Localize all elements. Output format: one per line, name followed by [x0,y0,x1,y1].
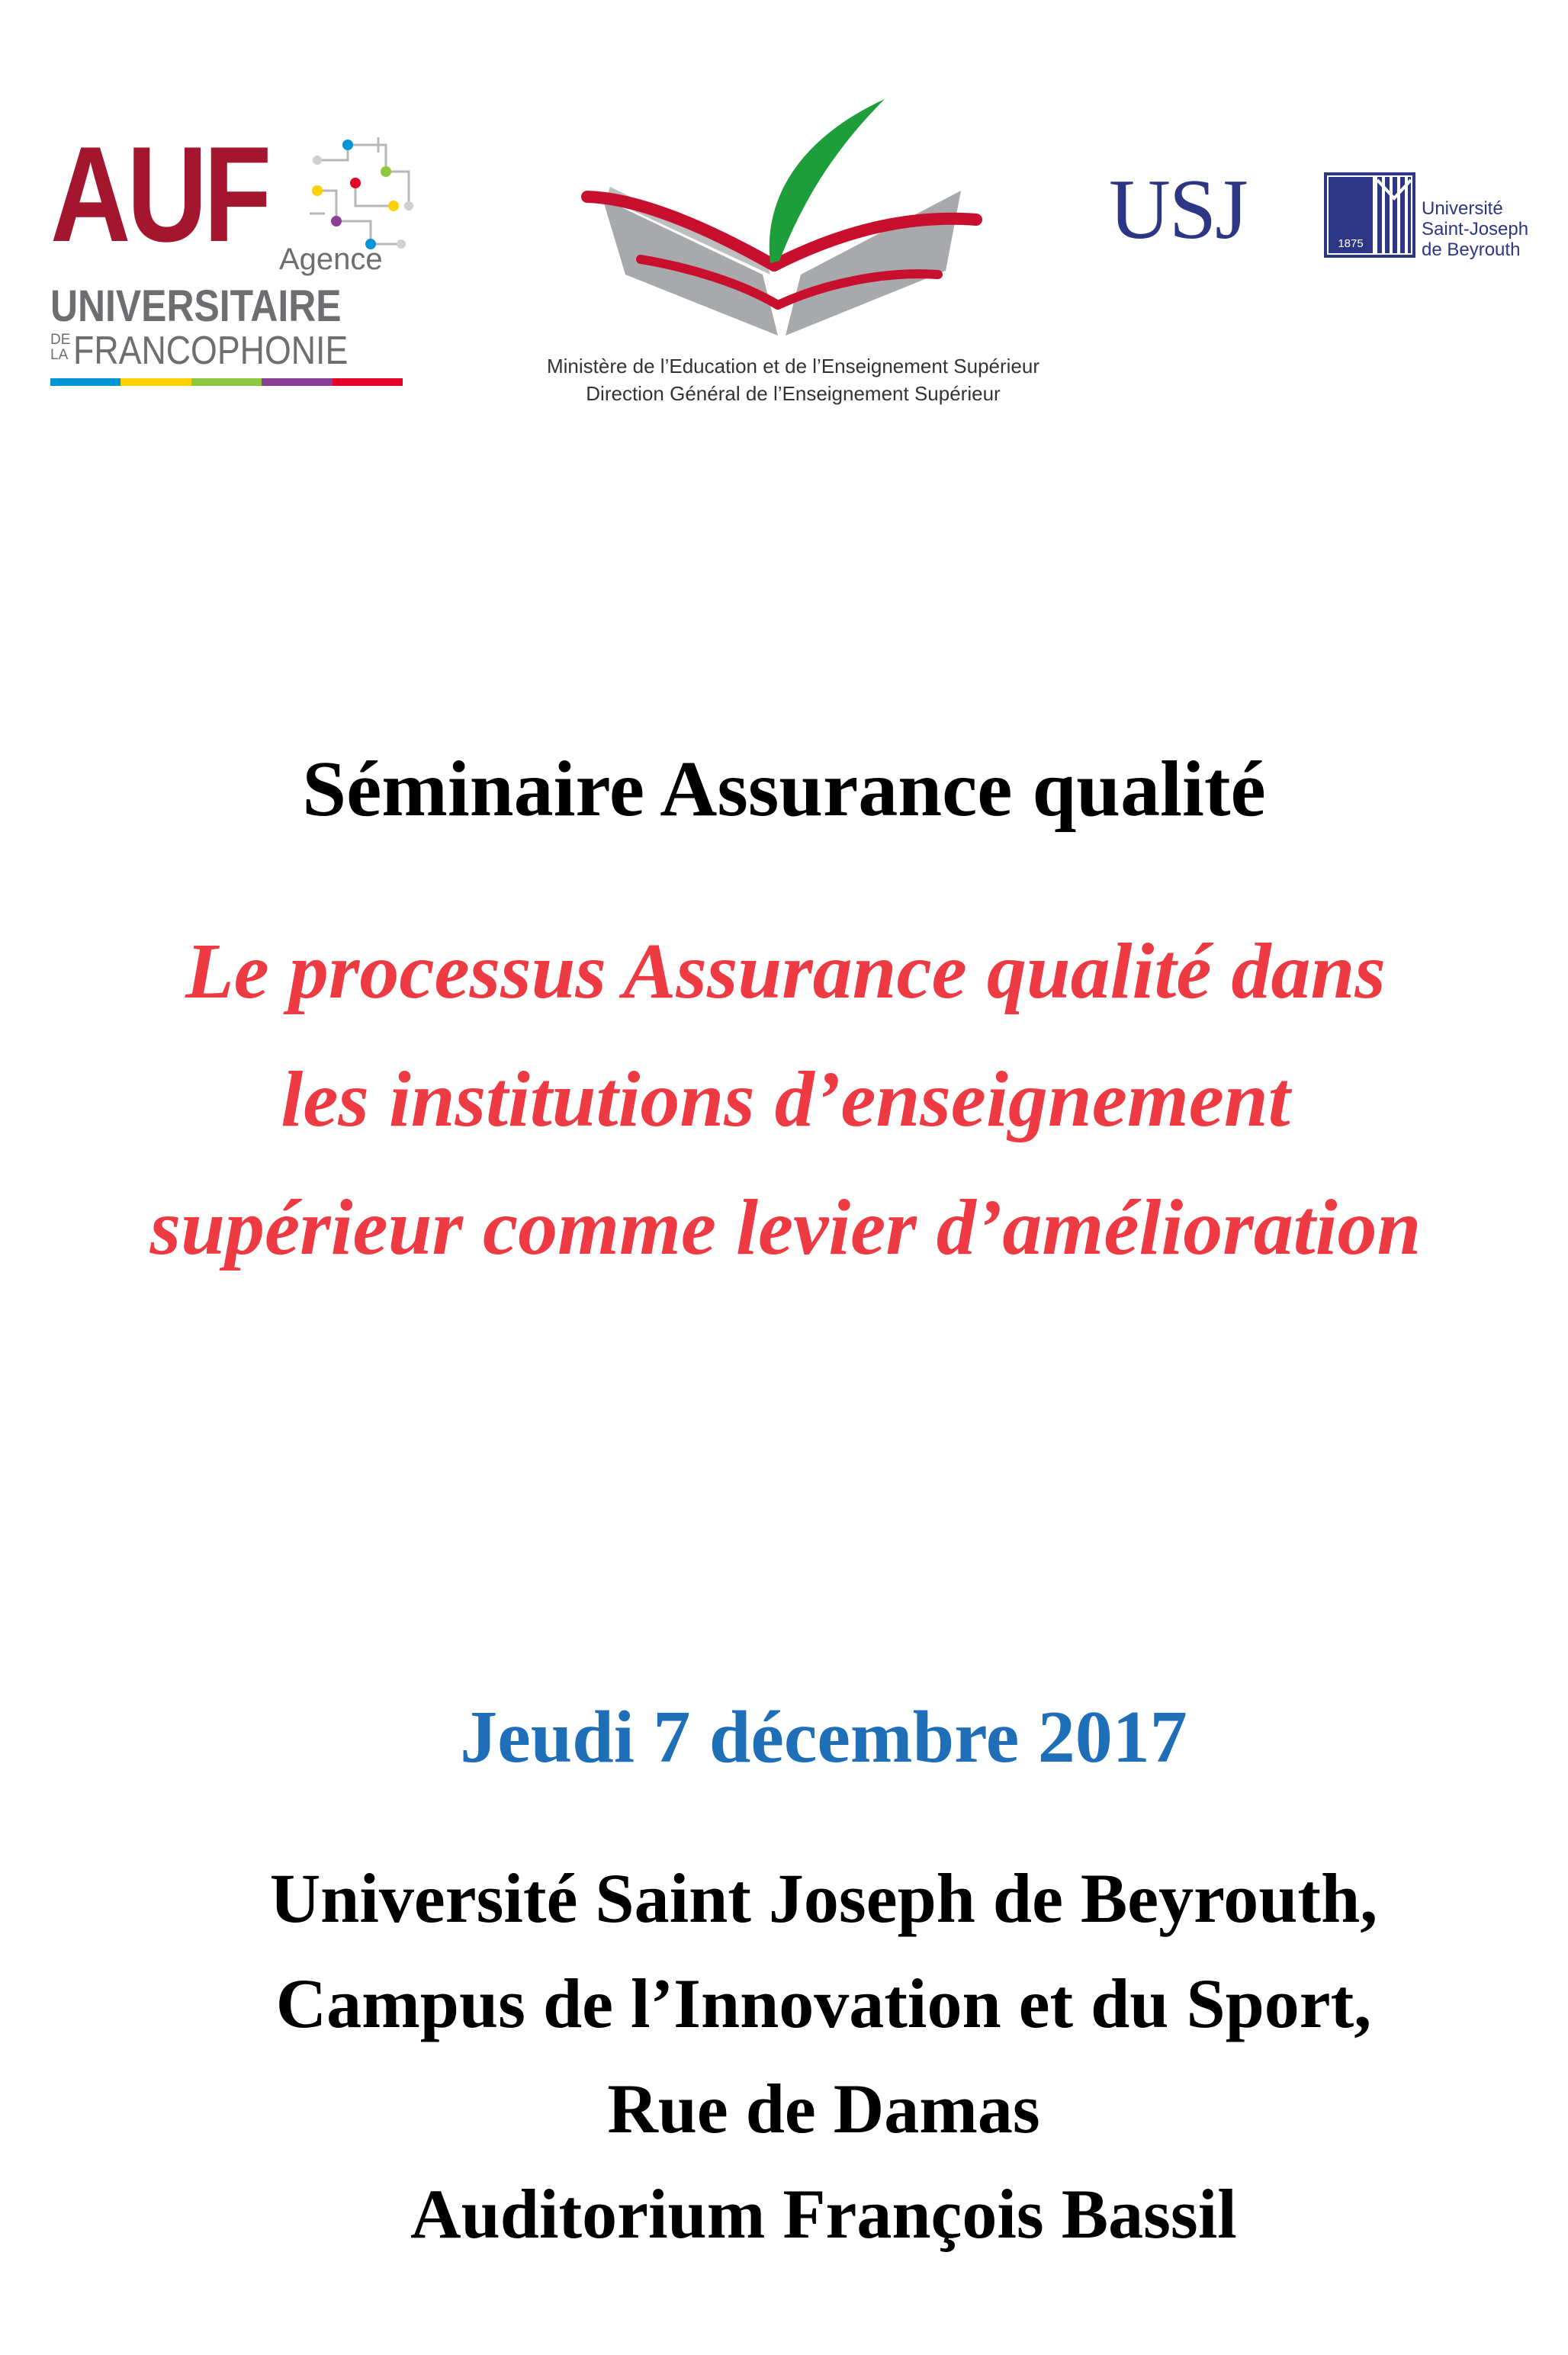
usj-name-line: Saint-Joseph [1422,219,1529,239]
subtitle-line: les institutions d’enseignement [281,1055,1290,1143]
usj-mark: USJ [1109,162,1247,257]
ministry-caption-line: Direction Général de l’Enseignement Supérieur [586,382,1001,405]
auf-agence-label: Agence [279,243,383,276]
open-book-leaf-icon [580,84,1007,336]
auf-bar-segment [120,378,191,386]
seminar-subtitle [23,908,1548,1292]
usj-name-line: de Beyrouth [1422,239,1521,260]
auf-de-la-label: DE LA [50,332,71,363]
usj-logo [1109,160,1551,282]
auf-bar-segment [262,378,332,386]
event-venue [0,1846,1568,2267]
ministry-caption [503,352,1083,407]
subtitle-line: supérieur comme levier d’amélioration [149,1184,1422,1271]
auf-bar-segment [333,378,403,386]
subtitle-line: Le processus Assurance qualité dans [185,927,1386,1015]
auf-mark: AUF [50,118,268,270]
event-date: Jeudi 7 décembre 2017 [460,1696,1187,1778]
venue-line: Université Saint Joseph de Beyrouth, [269,1859,1378,1937]
auf-francophonie-label: FRANCOPHONIE [73,329,349,373]
auf-color-bar [50,378,403,386]
usj-name [1422,198,1528,260]
auf-logo [50,118,416,389]
ministry-logo [503,84,1083,427]
venue-line: Campus de l’Innovation et du Sport, [275,1965,1372,2042]
venue-line: Auditorium François Bassil [410,2175,1237,2253]
seminar-title: Séminaire Assurance qualité [302,745,1266,833]
usj-name-line: Université [1422,198,1503,219]
venue-line: Rue de Damas [607,2070,1040,2148]
network-dots-icon [302,130,424,259]
auf-bar-segment [50,378,120,386]
auf-universitaire-label: UNIVERSITAIRE [50,281,342,331]
usj-crest-icon [1324,172,1415,258]
ministry-caption-line: Ministère de l’Education et de l’Enseignement Supérieur [546,355,1040,378]
usj-year-label: 1875 [1338,237,1364,250]
auf-bar-segment [191,378,262,386]
